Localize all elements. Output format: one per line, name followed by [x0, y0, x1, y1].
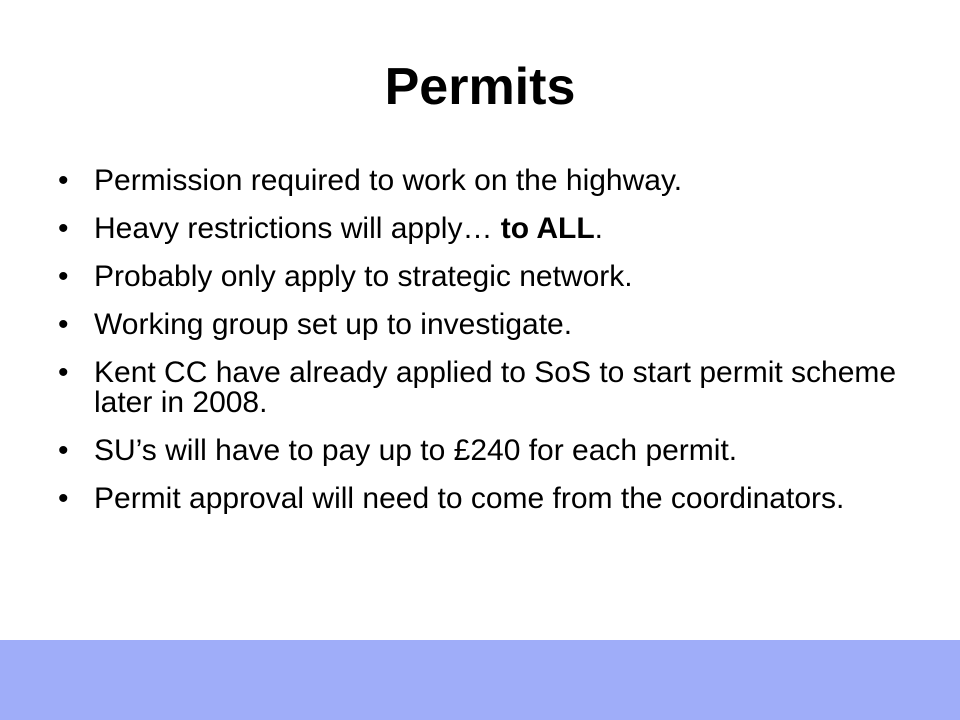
bullet-text: Working group set up to investigate. [94, 308, 573, 341]
bullet-item [58, 436, 918, 466]
bullet-text: Permission required to work on the highway. [94, 164, 683, 197]
bullet-marker: • [58, 308, 69, 341]
bullet-emphasis: to ALL [500, 212, 595, 245]
bullet-item [58, 262, 918, 292]
bullet-marker: • [58, 482, 69, 515]
bullet-item [58, 214, 918, 244]
footer-band [0, 640, 960, 720]
bullet-marker: • [58, 164, 69, 197]
bullet-item [58, 166, 918, 196]
bullet-item [58, 484, 918, 514]
bullet-item [58, 358, 918, 418]
bullet-item [58, 310, 918, 340]
bullet-suffix: . [594, 212, 603, 245]
bullet-text: SU’s will have to pay up to £240 for each permit. [94, 434, 738, 467]
bullet-marker: • [58, 212, 69, 245]
bullet-text: Heavy restrictions will apply… [94, 212, 501, 245]
bullet-text: Kent CC have already applied to SoS to start permit scheme later in 2008. [94, 356, 897, 419]
slide-title: Permits [384, 58, 576, 116]
bullet-marker: • [58, 260, 69, 293]
bullet-text: Probably only apply to strategic network. [94, 260, 633, 293]
bullet-text: Permit approval will need to come from the coordinators. [94, 482, 845, 515]
bullet-marker: • [58, 356, 69, 389]
bullet-marker: • [58, 434, 69, 467]
bullet-list [58, 166, 918, 532]
